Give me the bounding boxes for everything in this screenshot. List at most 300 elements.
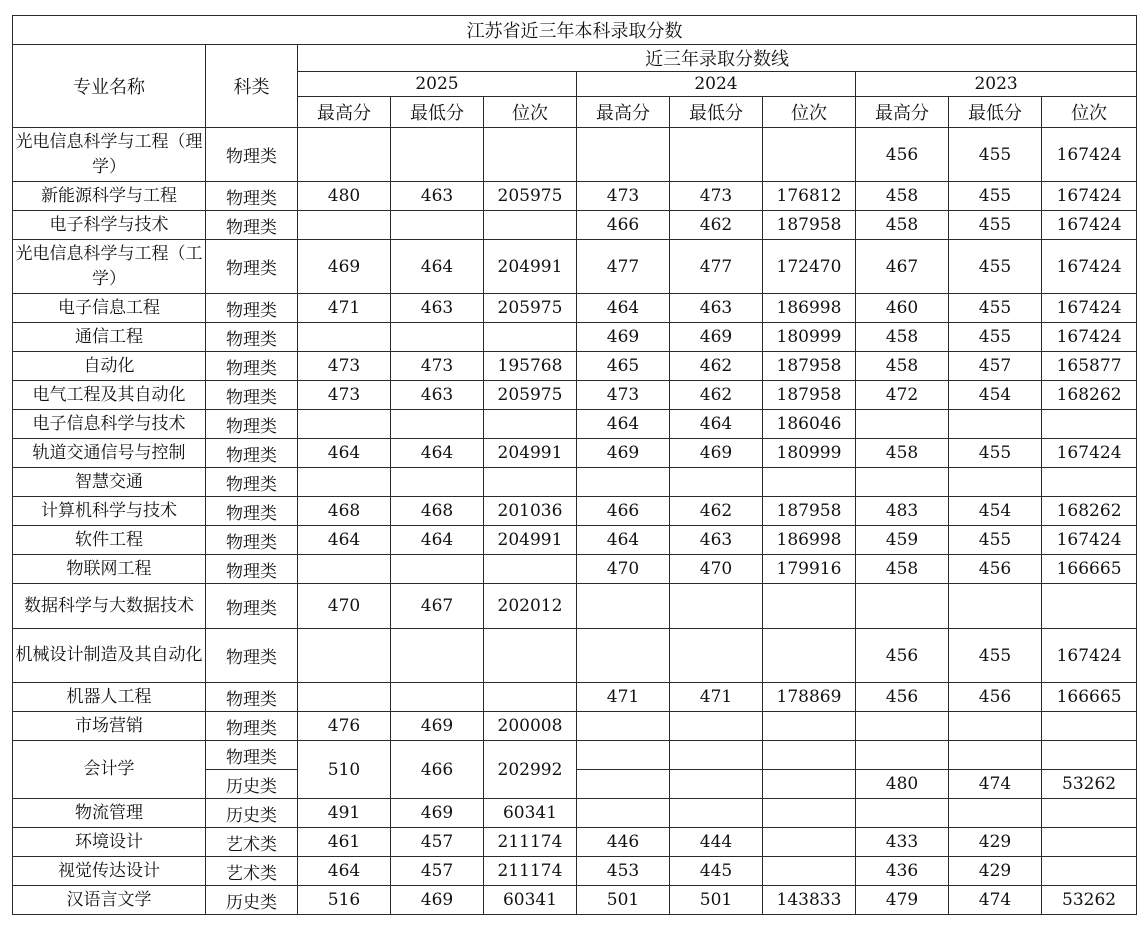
2023-min-cell: 454 <box>949 381 1042 410</box>
2023-max-cell: 480 <box>856 770 949 799</box>
2024-min-cell: 470 <box>670 555 763 584</box>
table-row <box>13 182 1137 211</box>
category-cell: 物理类 <box>206 468 298 497</box>
2023-max-cell: 456 <box>856 629 949 683</box>
2024-rank-cell: 178869 <box>763 683 856 712</box>
2023-max-cell: 458 <box>856 323 949 352</box>
2024-max-cell: 473 <box>577 182 670 211</box>
table-row <box>13 629 1137 683</box>
2024-rank-cell: 187958 <box>763 497 856 526</box>
major-name: 电子信息科学与技术 <box>13 410 206 439</box>
2023-min-cell: 456 <box>949 683 1042 712</box>
category-cell: 物理类 <box>206 629 298 683</box>
2023-min-cell: 455 <box>949 211 1042 240</box>
2025-rank-cell: 211174 <box>484 857 577 886</box>
sub-header-2023-min: 最低分 <box>949 97 1042 128</box>
major-header: 专业名称 <box>13 45 206 128</box>
2025-rank-cell: 204991 <box>484 439 577 468</box>
2024-min-cell: 473 <box>670 182 763 211</box>
major-name: 光电信息科学与工程（理学） <box>13 128 206 182</box>
2023-min-cell: 454 <box>949 497 1042 526</box>
table-row <box>13 555 1137 584</box>
2023-rank-cell: 53262 <box>1042 886 1137 915</box>
2024-rank-cell: 187958 <box>763 211 856 240</box>
table-row <box>13 128 1137 182</box>
category-cell: 物理类 <box>206 128 298 182</box>
2023-max-cell: 433 <box>856 828 949 857</box>
2023-rank-cell <box>1042 828 1137 857</box>
2024-max-cell <box>577 629 670 683</box>
2025-max-cell <box>298 211 391 240</box>
2024-min-cell: 462 <box>670 352 763 381</box>
table-row <box>13 857 1137 886</box>
category-cell: 物理类 <box>206 211 298 240</box>
2025-max-cell: 469 <box>298 240 391 294</box>
2024-min-cell: 462 <box>670 211 763 240</box>
2024-max-cell: 464 <box>577 526 670 555</box>
2025-max-cell <box>298 629 391 683</box>
category-cell: 物理类 <box>206 352 298 381</box>
2025-min-cell: 457 <box>391 857 484 886</box>
2023-rank-cell: 167424 <box>1042 128 1137 182</box>
2023-min-cell: 429 <box>949 828 1042 857</box>
2023-min-cell: 474 <box>949 886 1042 915</box>
2025-rank-cell: 205975 <box>484 381 577 410</box>
sub-header-2025-min: 最低分 <box>391 97 484 128</box>
2025-rank-cell <box>484 468 577 497</box>
2024-max-cell <box>577 584 670 629</box>
category-cell: 物理类 <box>206 526 298 555</box>
table-row <box>13 211 1137 240</box>
2023-max-cell: 456 <box>856 128 949 182</box>
2024-max-cell: 477 <box>577 240 670 294</box>
2023-min-cell: 455 <box>949 182 1042 211</box>
2024-min-cell <box>670 629 763 683</box>
category-header: 科类 <box>206 45 298 128</box>
empty-cell <box>577 741 670 770</box>
sub-header-2023-rank: 位次 <box>1042 97 1137 128</box>
score-group-header: 近三年录取分数线 <box>298 45 1137 72</box>
category-cell: 物理类 <box>206 683 298 712</box>
category-cell: 物理类 <box>206 439 298 468</box>
2025-rank-cell: 204991 <box>484 526 577 555</box>
2023-min-cell <box>949 468 1042 497</box>
major-name: 物联网工程 <box>13 555 206 584</box>
2024-min-cell <box>670 770 763 799</box>
2024-max-cell: 464 <box>577 410 670 439</box>
2025-rank-cell: 205975 <box>484 182 577 211</box>
year-header-2025: 2025 <box>298 72 577 97</box>
2024-rank-cell <box>763 828 856 857</box>
2023-max-cell <box>856 712 949 741</box>
2025-max-cell: 516 <box>298 886 391 915</box>
2025-rank-cell: 195768 <box>484 352 577 381</box>
2023-rank-cell <box>1042 584 1137 629</box>
2024-rank-cell: 186998 <box>763 294 856 323</box>
2025-min-cell: 469 <box>391 799 484 828</box>
2025-min-cell: 463 <box>391 381 484 410</box>
2023-min-cell: 456 <box>949 555 1042 584</box>
2024-rank-cell <box>763 584 856 629</box>
2025-max-cell: 510 <box>298 741 391 799</box>
category-cell: 物理类 <box>206 712 298 741</box>
category-cell: 物理类 <box>206 584 298 629</box>
admission-scores-sheet <box>12 15 1137 915</box>
2024-max-cell: 466 <box>577 497 670 526</box>
2025-max-cell <box>298 323 391 352</box>
2024-max-cell <box>577 468 670 497</box>
2025-rank-cell: 60341 <box>484 886 577 915</box>
sub-header-2024-rank: 位次 <box>763 97 856 128</box>
2025-min-cell: 464 <box>391 240 484 294</box>
2025-min-cell <box>391 683 484 712</box>
2025-rank-cell: 201036 <box>484 497 577 526</box>
2024-min-cell: 444 <box>670 828 763 857</box>
2023-min-cell <box>949 584 1042 629</box>
major-name: 自动化 <box>13 352 206 381</box>
2025-max-cell: 473 <box>298 381 391 410</box>
table-title: 江苏省近三年本科录取分数 <box>13 16 1137 45</box>
2023-rank-cell: 168262 <box>1042 497 1137 526</box>
2024-rank-cell <box>763 799 856 828</box>
2023-rank-cell <box>1042 799 1137 828</box>
2023-min-cell: 455 <box>949 629 1042 683</box>
major-name: 计算机科学与技术 <box>13 497 206 526</box>
2023-rank-cell: 166665 <box>1042 683 1137 712</box>
2024-max-cell <box>577 799 670 828</box>
2025-min-cell: 457 <box>391 828 484 857</box>
category-cell: 艺术类 <box>206 828 298 857</box>
2024-max-cell <box>577 770 670 799</box>
2023-min-cell: 455 <box>949 439 1042 468</box>
2025-max-cell <box>298 468 391 497</box>
2025-max-cell <box>298 555 391 584</box>
2025-min-cell: 467 <box>391 584 484 629</box>
2025-min-cell: 463 <box>391 182 484 211</box>
2023-max-cell: 459 <box>856 526 949 555</box>
2024-min-cell: 501 <box>670 886 763 915</box>
category-cell: 物理类 <box>206 741 298 770</box>
2023-max-cell: 483 <box>856 497 949 526</box>
table-row <box>13 886 1137 915</box>
2025-rank-cell <box>484 555 577 584</box>
2025-max-cell: 491 <box>298 799 391 828</box>
2025-max-cell: 476 <box>298 712 391 741</box>
2025-min-cell <box>391 468 484 497</box>
2025-max-cell <box>298 683 391 712</box>
major-name: 轨道交通信号与控制 <box>13 439 206 468</box>
2023-min-cell: 455 <box>949 128 1042 182</box>
2024-max-cell: 470 <box>577 555 670 584</box>
major-name: 视觉传达设计 <box>13 857 206 886</box>
category-cell: 物理类 <box>206 240 298 294</box>
empty-cell <box>856 741 949 770</box>
2025-max-cell <box>298 410 391 439</box>
2023-max-cell <box>856 410 949 439</box>
2023-min-cell: 455 <box>949 294 1042 323</box>
table-row <box>13 240 1137 294</box>
2025-rank-cell <box>484 128 577 182</box>
2024-rank-cell: 179916 <box>763 555 856 584</box>
major-name: 软件工程 <box>13 526 206 555</box>
2024-min-cell: 463 <box>670 294 763 323</box>
2025-max-cell: 464 <box>298 439 391 468</box>
2025-max-cell: 464 <box>298 526 391 555</box>
2023-rank-cell: 166665 <box>1042 555 1137 584</box>
major-name: 会计学 <box>13 741 206 799</box>
2024-rank-cell <box>763 857 856 886</box>
2024-rank-cell: 180999 <box>763 439 856 468</box>
2024-max-cell: 501 <box>577 886 670 915</box>
2023-min-cell: 455 <box>949 240 1042 294</box>
category-cell: 历史类 <box>206 886 298 915</box>
2024-max-cell <box>577 128 670 182</box>
2024-min-cell <box>670 128 763 182</box>
major-name: 市场营销 <box>13 712 206 741</box>
2025-rank-cell: 205975 <box>484 294 577 323</box>
major-name: 数据科学与大数据技术 <box>13 584 206 629</box>
empty-cell <box>949 741 1042 770</box>
2023-min-cell <box>949 712 1042 741</box>
2024-min-cell: 471 <box>670 683 763 712</box>
category-cell: 物理类 <box>206 555 298 584</box>
category-cell: 物理类 <box>206 294 298 323</box>
2023-min-cell: 455 <box>949 323 1042 352</box>
2025-rank-cell: 204991 <box>484 240 577 294</box>
major-name: 机器人工程 <box>13 683 206 712</box>
2024-rank-cell: 180999 <box>763 323 856 352</box>
table-row <box>13 741 1137 770</box>
2024-min-cell: 462 <box>670 497 763 526</box>
major-name: 物流管理 <box>13 799 206 828</box>
empty-cell <box>670 741 763 770</box>
2023-rank-cell: 167424 <box>1042 439 1137 468</box>
2024-min-cell <box>670 799 763 828</box>
2024-min-cell: 463 <box>670 526 763 555</box>
2023-max-cell: 479 <box>856 886 949 915</box>
2025-min-cell: 473 <box>391 352 484 381</box>
sub-header-2025-rank: 位次 <box>484 97 577 128</box>
2024-min-cell <box>670 712 763 741</box>
2024-rank-cell: 172470 <box>763 240 856 294</box>
category-cell: 历史类 <box>206 799 298 828</box>
2025-min-cell: 463 <box>391 294 484 323</box>
2023-max-cell <box>856 584 949 629</box>
table-row <box>13 381 1137 410</box>
2023-min-cell: 457 <box>949 352 1042 381</box>
2025-rank-cell <box>484 629 577 683</box>
2024-min-cell: 445 <box>670 857 763 886</box>
2024-rank-cell <box>763 128 856 182</box>
2024-max-cell: 471 <box>577 683 670 712</box>
2024-rank-cell <box>763 712 856 741</box>
2023-max-cell: 456 <box>856 683 949 712</box>
major-name: 智慧交通 <box>13 468 206 497</box>
2023-max-cell: 436 <box>856 857 949 886</box>
2025-rank-cell <box>484 323 577 352</box>
admission-scores-table <box>12 15 1137 915</box>
major-name: 新能源科学与工程 <box>13 182 206 211</box>
2025-rank-cell: 60341 <box>484 799 577 828</box>
2023-rank-cell: 167424 <box>1042 182 1137 211</box>
2025-min-cell: 469 <box>391 712 484 741</box>
2024-min-cell: 464 <box>670 410 763 439</box>
major-name: 电子科学与技术 <box>13 211 206 240</box>
2023-min-cell <box>949 410 1042 439</box>
2024-max-cell: 446 <box>577 828 670 857</box>
2023-max-cell: 460 <box>856 294 949 323</box>
2025-max-cell: 464 <box>298 857 391 886</box>
2025-rank-cell: 202012 <box>484 584 577 629</box>
2024-max-cell <box>577 712 670 741</box>
2023-max-cell: 458 <box>856 211 949 240</box>
2025-min-cell: 468 <box>391 497 484 526</box>
2025-rank-cell <box>484 211 577 240</box>
2025-min-cell <box>391 211 484 240</box>
2023-max-cell: 458 <box>856 439 949 468</box>
major-name: 通信工程 <box>13 323 206 352</box>
table-row <box>13 584 1137 629</box>
2024-max-cell: 453 <box>577 857 670 886</box>
major-name: 汉语言文学 <box>13 886 206 915</box>
table-row <box>13 683 1137 712</box>
2024-min-cell <box>670 584 763 629</box>
2025-max-cell <box>298 128 391 182</box>
2023-max-cell <box>856 468 949 497</box>
2025-min-cell: 466 <box>391 741 484 799</box>
2025-min-cell <box>391 555 484 584</box>
2024-max-cell: 465 <box>577 352 670 381</box>
empty-cell <box>1042 741 1137 770</box>
table-row <box>13 468 1137 497</box>
major-name: 电气工程及其自动化 <box>13 381 206 410</box>
2023-rank-cell: 167424 <box>1042 629 1137 683</box>
2024-max-cell: 464 <box>577 294 670 323</box>
2023-min-cell <box>949 799 1042 828</box>
table-row <box>13 323 1137 352</box>
2025-min-cell <box>391 323 484 352</box>
2023-max-cell: 458 <box>856 182 949 211</box>
2023-rank-cell: 167424 <box>1042 526 1137 555</box>
category-cell: 物理类 <box>206 410 298 439</box>
year-header-2023: 2023 <box>856 72 1137 97</box>
sub-header-2025-max: 最高分 <box>298 97 391 128</box>
2023-max-cell: 458 <box>856 352 949 381</box>
2024-rank-cell: 186998 <box>763 526 856 555</box>
category-cell: 艺术类 <box>206 857 298 886</box>
2025-max-cell: 468 <box>298 497 391 526</box>
2024-min-cell <box>670 468 763 497</box>
2024-rank-cell: 187958 <box>763 352 856 381</box>
2024-min-cell: 462 <box>670 381 763 410</box>
2025-rank-cell: 211174 <box>484 828 577 857</box>
2025-min-cell <box>391 410 484 439</box>
sub-header-2024-max: 最高分 <box>577 97 670 128</box>
2023-max-cell: 467 <box>856 240 949 294</box>
2025-min-cell <box>391 128 484 182</box>
2023-rank-cell <box>1042 712 1137 741</box>
table-row <box>13 526 1137 555</box>
major-name: 机械设计制造及其自动化 <box>13 629 206 683</box>
2025-max-cell: 471 <box>298 294 391 323</box>
2024-rank-cell <box>763 770 856 799</box>
table-row <box>13 712 1137 741</box>
year-header-2024: 2024 <box>577 72 856 97</box>
category-cell: 物理类 <box>206 381 298 410</box>
2023-min-cell: 429 <box>949 857 1042 886</box>
2025-rank-cell: 200008 <box>484 712 577 741</box>
2024-rank-cell: 186046 <box>763 410 856 439</box>
empty-cell <box>763 741 856 770</box>
2025-min-cell <box>391 629 484 683</box>
2024-rank-cell <box>763 468 856 497</box>
2023-rank-cell <box>1042 468 1137 497</box>
2023-rank-cell: 165877 <box>1042 352 1137 381</box>
2023-max-cell: 458 <box>856 555 949 584</box>
2024-min-cell: 477 <box>670 240 763 294</box>
2025-rank-cell: 202992 <box>484 741 577 799</box>
table-row <box>13 828 1137 857</box>
2023-rank-cell <box>1042 857 1137 886</box>
category-cell: 物理类 <box>206 182 298 211</box>
2024-max-cell: 469 <box>577 439 670 468</box>
category-cell: 物理类 <box>206 497 298 526</box>
major-name: 光电信息科学与工程（工学） <box>13 240 206 294</box>
2023-rank-cell: 167424 <box>1042 294 1137 323</box>
2024-max-cell: 473 <box>577 381 670 410</box>
2023-max-cell: 472 <box>856 381 949 410</box>
2023-rank-cell: 53262 <box>1042 770 1137 799</box>
2024-rank-cell: 143833 <box>763 886 856 915</box>
2025-min-cell: 464 <box>391 439 484 468</box>
table-row <box>13 497 1137 526</box>
major-name: 环境设计 <box>13 828 206 857</box>
category-cell: 历史类 <box>206 770 298 799</box>
table-row <box>13 799 1137 828</box>
2023-rank-cell: 167424 <box>1042 211 1137 240</box>
2023-max-cell <box>856 799 949 828</box>
2024-rank-cell: 187958 <box>763 381 856 410</box>
2024-min-cell: 469 <box>670 323 763 352</box>
2023-min-cell: 474 <box>949 770 1042 799</box>
table-row <box>13 439 1137 468</box>
2024-rank-cell: 176812 <box>763 182 856 211</box>
category-cell: 物理类 <box>206 323 298 352</box>
2023-min-cell: 455 <box>949 526 1042 555</box>
2024-rank-cell <box>763 629 856 683</box>
2023-rank-cell: 168262 <box>1042 381 1137 410</box>
2025-min-cell: 469 <box>391 886 484 915</box>
2025-max-cell: 461 <box>298 828 391 857</box>
2023-rank-cell <box>1042 410 1137 439</box>
2025-rank-cell <box>484 410 577 439</box>
2025-rank-cell <box>484 683 577 712</box>
2025-max-cell: 470 <box>298 584 391 629</box>
major-name: 电子信息工程 <box>13 294 206 323</box>
2025-min-cell: 464 <box>391 526 484 555</box>
2024-max-cell: 469 <box>577 323 670 352</box>
2024-min-cell: 469 <box>670 439 763 468</box>
sub-header-2023-max: 最高分 <box>856 97 949 128</box>
sub-header-2024-min: 最低分 <box>670 97 763 128</box>
table-row <box>13 410 1137 439</box>
2023-rank-cell: 167424 <box>1042 323 1137 352</box>
2025-max-cell: 480 <box>298 182 391 211</box>
2025-max-cell: 473 <box>298 352 391 381</box>
table-row <box>13 352 1137 381</box>
2024-max-cell: 466 <box>577 211 670 240</box>
table-row <box>13 294 1137 323</box>
